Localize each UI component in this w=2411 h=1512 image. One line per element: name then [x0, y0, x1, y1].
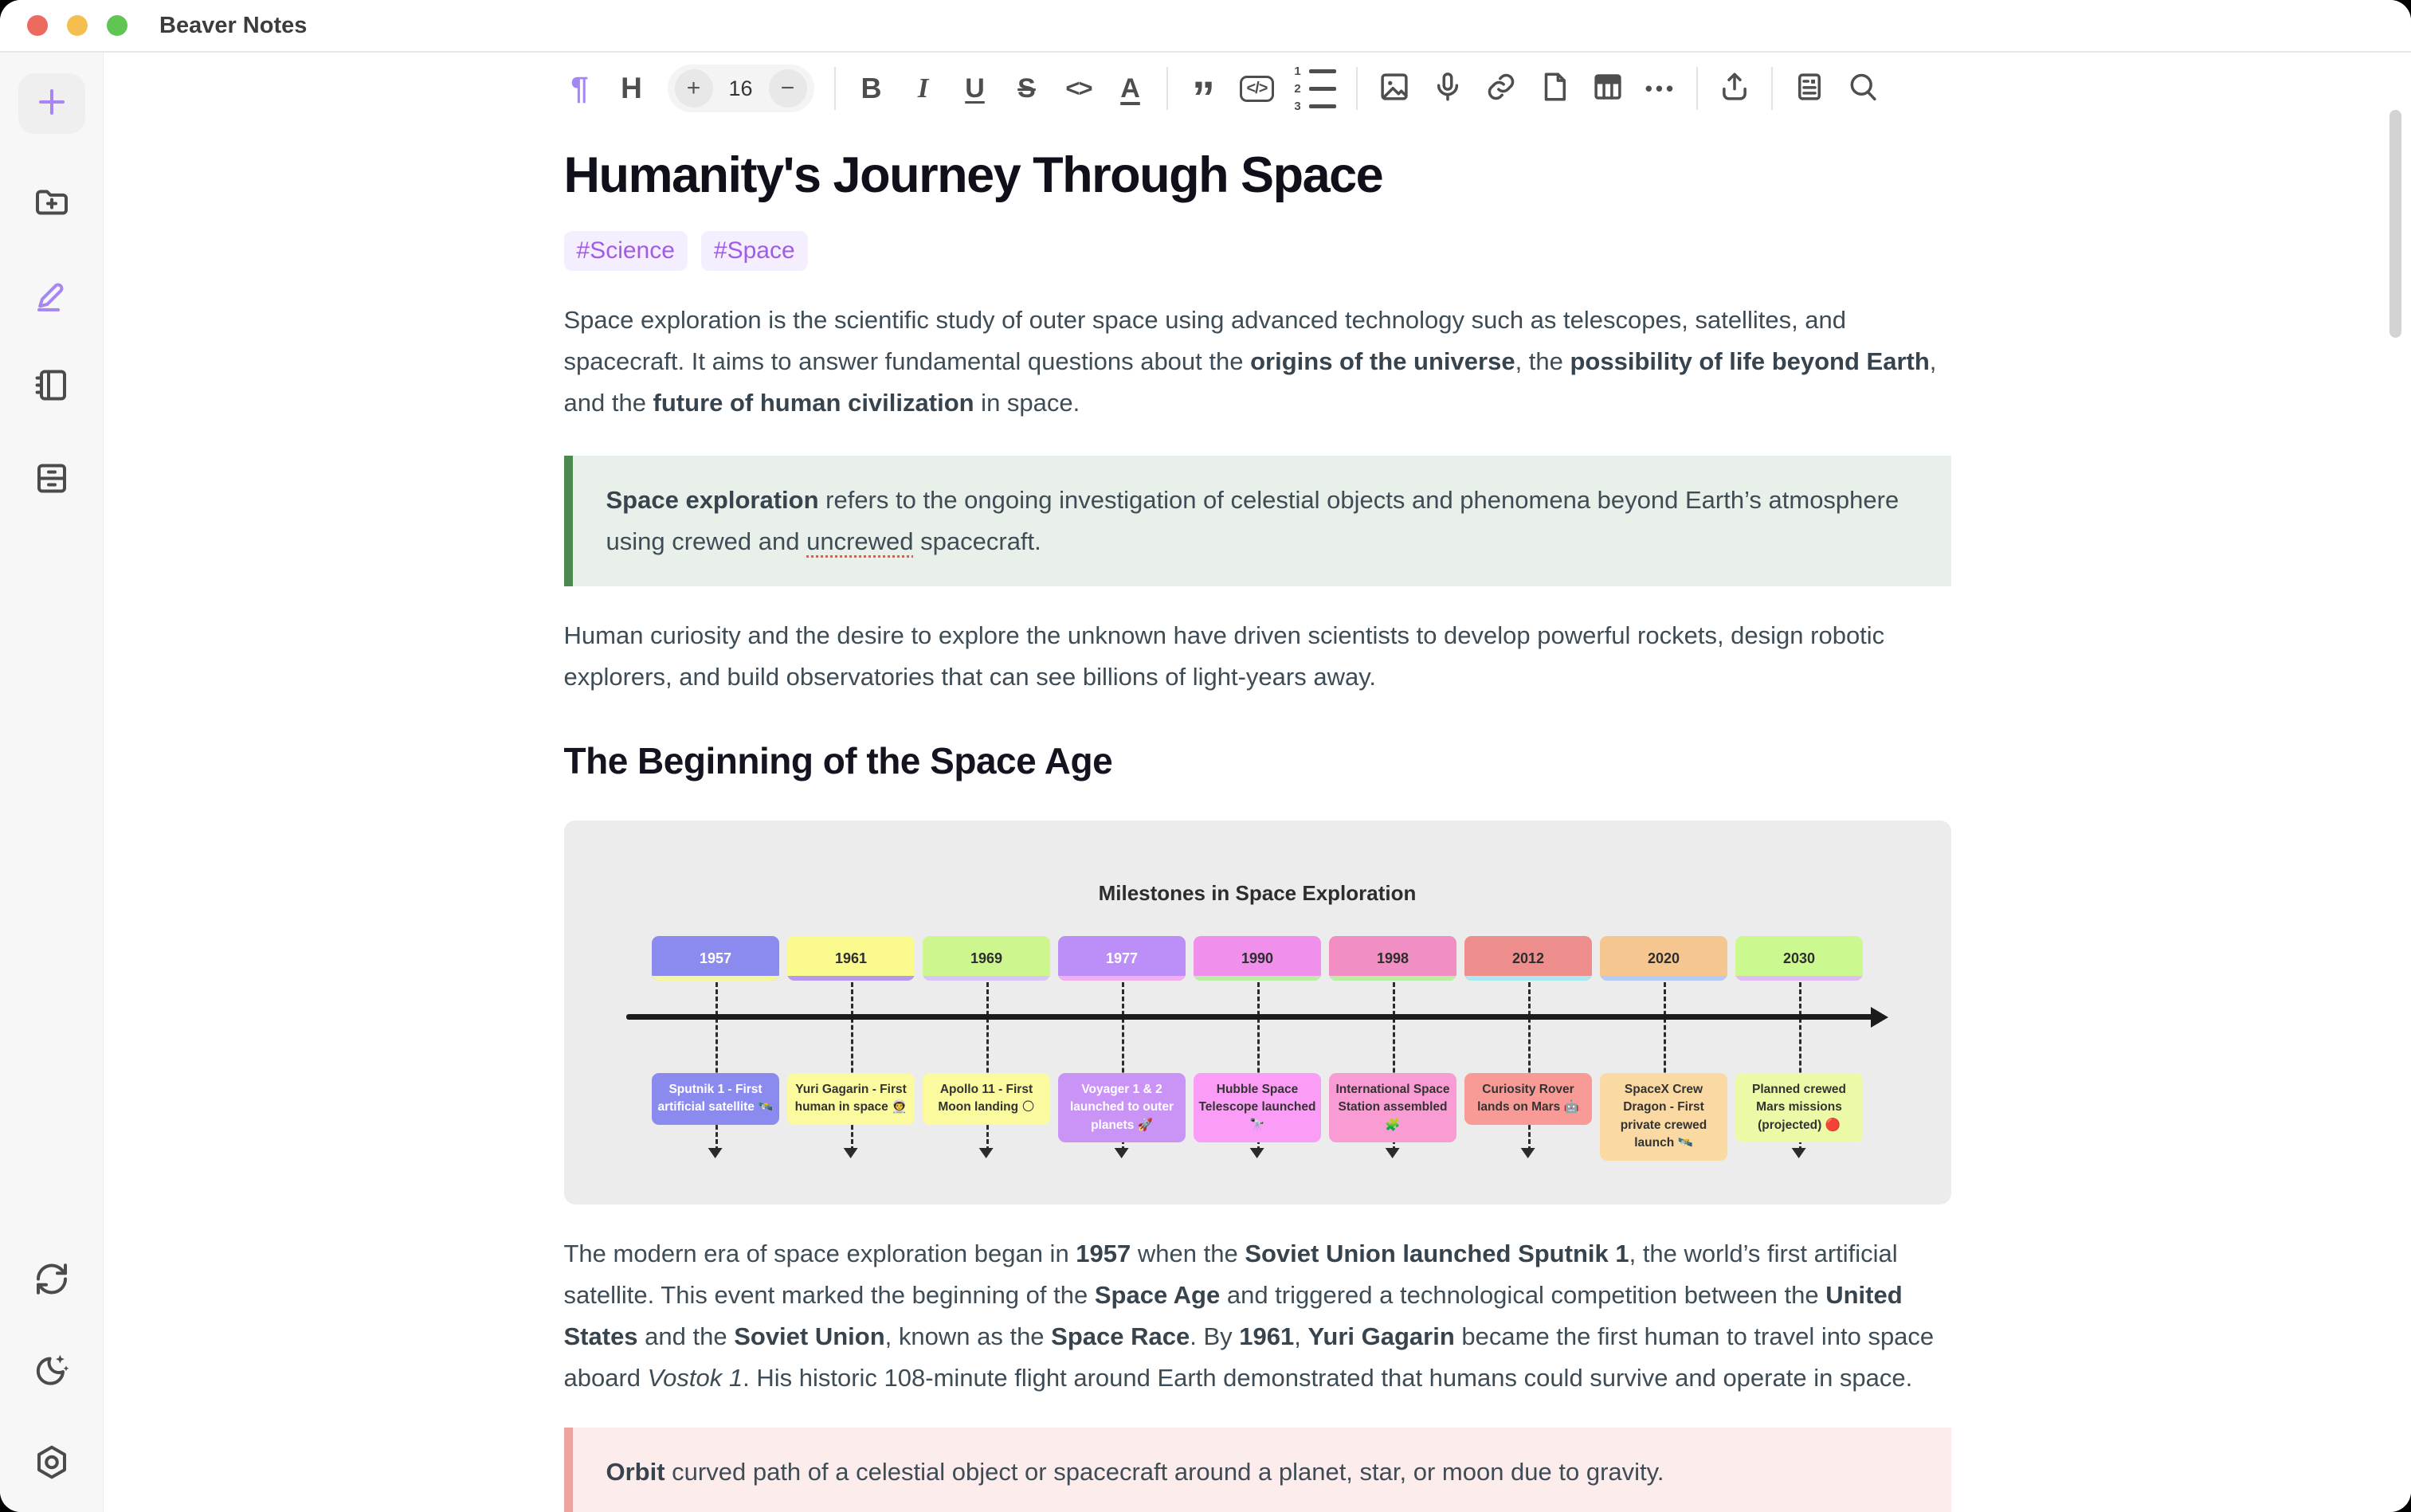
traffic-lights — [27, 15, 127, 36]
paragraph-modern-era — [564, 1233, 1951, 1399]
share-export-button[interactable] — [1718, 64, 1751, 113]
timeline-column-2012 — [1464, 912, 1592, 1196]
toolbar-separator — [1771, 67, 1773, 110]
sidebar-item-sync[interactable] — [33, 1260, 71, 1302]
callout-orbit — [564, 1428, 1951, 1512]
text-segment: Orbit — [606, 1458, 665, 1486]
timeline-year: 2030 — [1735, 936, 1863, 981]
timeline-row — [564, 912, 1951, 1196]
text-segment: , known as the — [884, 1322, 1052, 1350]
bold-button[interactable]: B — [861, 72, 882, 104]
text-segment: . By — [1190, 1322, 1240, 1350]
timeline-year-accent — [1735, 976, 1863, 981]
text-segment: uncrewed — [806, 527, 914, 555]
timeline-column-1990 — [1194, 912, 1321, 1196]
toolbar-separator — [1166, 67, 1168, 110]
paragraph-curiosity — [564, 615, 1951, 698]
text-segment: refers to the ongoing investigation of celestial objects and phenomena beyond Earth’s atmosphere using crewed and — [606, 486, 1899, 555]
text-segment: curved path of a celestial object or spacecraft around a planet, star, or moon due to gravity. — [664, 1458, 1664, 1486]
plus-icon — [33, 83, 71, 125]
timeline-year-accent — [1194, 976, 1321, 981]
more-options-button[interactable]: ••• — [1645, 76, 1677, 100]
timeline-year-accent — [787, 976, 915, 981]
paragraph-button[interactable]: ¶ — [570, 70, 589, 106]
record-audio-button[interactable] — [1431, 64, 1464, 113]
timeline-year-accent — [1600, 976, 1727, 981]
text-segment: Space Race — [1051, 1322, 1190, 1350]
timeline-event: Apollo 11 - First Moon landing 🌕 — [923, 1073, 1050, 1125]
note-title[interactable]: Humanity's Journey Through Space — [563, 147, 1383, 203]
moon-stars-icon — [33, 1351, 71, 1393]
text-segment: origins of the universe — [1250, 347, 1515, 375]
link-icon — [1484, 70, 1518, 108]
sidebar-item-dark-mode[interactable] — [33, 1351, 71, 1393]
toolbar-separator — [1696, 67, 1698, 110]
timeline-year: 1998 — [1329, 936, 1456, 981]
timeline-event: SpaceX Crew Dragon - First private crewed launch 🛰️ — [1600, 1073, 1727, 1161]
text-segment: Vostok 1 — [647, 1364, 743, 1392]
timeline-year: 1969 — [923, 936, 1050, 981]
timeline-event: Sputnik 1 - First artificial satellite 🛰️ — [652, 1073, 779, 1125]
sidebar-item-journal[interactable] — [33, 366, 71, 409]
paragraph-intro — [564, 300, 1951, 424]
note-editor[interactable] — [564, 147, 1951, 1512]
outline-icon — [1793, 70, 1826, 108]
text-segment: Space Age — [1094, 1281, 1221, 1309]
sidebar-item-editor[interactable] — [33, 275, 71, 317]
editor-main — [104, 53, 2411, 1512]
text-segment: when the — [1131, 1240, 1245, 1267]
sidebar-item-settings[interactable] — [33, 1443, 71, 1486]
text-segment: , the world’s first artificial satellite. This event marked the beginning of the — [563, 1240, 1898, 1309]
sidebar — [0, 53, 104, 1512]
font-size-increase-button[interactable]: + — [675, 69, 713, 108]
strikethrough-button[interactable]: S — [1017, 72, 1036, 104]
font-size-value: 16 — [728, 76, 753, 100]
timeline-year: 1977 — [1058, 936, 1186, 981]
timeline-column-2020 — [1600, 912, 1727, 1196]
text-segment: Soviet Union launched Sputnik 1 — [1245, 1240, 1629, 1267]
tag-science[interactable]: #Science — [564, 231, 688, 271]
text-segment: future of human civilization — [653, 389, 974, 417]
text-segment: Space exploration is the scientific study of outer space using advanced technology such as telescopes, satellites, and spacecraft. It aims to answer fundamental questions about the — [563, 306, 1847, 375]
text-segment: , and the — [563, 347, 1937, 417]
timeline-column-1998 — [1329, 912, 1456, 1196]
close-button[interactable] — [27, 15, 48, 36]
settings-icon — [33, 1443, 71, 1486]
heading-button[interactable]: H — [621, 72, 642, 104]
zoom-button[interactable] — [107, 15, 127, 36]
sidebar-item-archive[interactable] — [33, 460, 71, 502]
timeline-connector — [851, 982, 853, 1151]
text-segment: in space. — [974, 389, 1080, 417]
timeline-connector — [715, 982, 718, 1151]
search-icon — [1846, 70, 1880, 108]
timeline-diagram[interactable] — [564, 821, 1951, 1205]
font-size-control — [668, 65, 814, 112]
insert-link-button[interactable] — [1484, 64, 1518, 113]
text-segment: became the first human to travel into space aboard — [563, 1322, 1935, 1392]
upload-icon — [1718, 70, 1751, 108]
timeline-year-accent — [923, 976, 1050, 981]
text-segment: Human curiosity and the desire to explore the unknown have driven scientists to develop powerful rockets, design robotic explorers, and build observatories that can see billions of light-years away. — [563, 621, 1885, 691]
archive-icon — [33, 460, 71, 502]
scrollbar-thumb[interactable] — [2389, 110, 2401, 338]
timeline-title: Milestones in Space Exploration — [1098, 881, 1417, 905]
text-segment: United States — [563, 1281, 1903, 1350]
timeline-column-2030 — [1735, 912, 1863, 1196]
timeline-event: Hubble Space Telescope launched 🔭 — [1194, 1073, 1321, 1142]
timeline-column-1961 — [787, 912, 915, 1196]
new-note-button[interactable] — [18, 73, 85, 134]
toolbar-separator — [834, 67, 836, 110]
minimize-button[interactable] — [67, 15, 88, 36]
text-segment: 1961 — [1239, 1322, 1295, 1350]
inline-code-button[interactable]: <> — [1065, 74, 1092, 102]
app-body — [0, 53, 2411, 1512]
file-icon — [1538, 70, 1571, 108]
code-block-button[interactable] — [1240, 64, 1275, 113]
document-outline-button[interactable] — [1793, 64, 1826, 113]
folder-plus-icon — [33, 183, 71, 225]
text-segment: and triggered a technological competition between the — [1220, 1281, 1826, 1309]
timeline-axis — [626, 1014, 1884, 1020]
insert-image-button[interactable] — [1378, 64, 1411, 113]
timeline-year: 1961 — [787, 936, 915, 981]
text-segment: Soviet Union — [734, 1322, 885, 1350]
timeline-year-accent — [1464, 976, 1592, 981]
timeline-connector — [986, 982, 989, 1151]
timeline-event: Voyager 1 & 2 launched to outer planets 🚀 — [1058, 1073, 1186, 1142]
timeline — [564, 912, 1951, 1196]
tag-space[interactable]: #Space — [701, 231, 808, 271]
insert-table-button[interactable] — [1591, 64, 1625, 113]
text-color-button[interactable]: A — [1120, 72, 1140, 104]
microphone-icon — [1431, 70, 1464, 108]
insert-file-button[interactable] — [1538, 64, 1571, 113]
timeline-column-1977 — [1058, 912, 1186, 1196]
timeline-year-accent — [1058, 976, 1186, 981]
timeline-year: 1957 — [652, 936, 779, 981]
search-button[interactable] — [1846, 64, 1880, 113]
pencil-icon — [33, 275, 71, 317]
notebook-icon — [33, 366, 71, 409]
section-heading: The Beginning of the Space Age — [563, 740, 1113, 781]
ordered-list-button[interactable] — [1294, 64, 1336, 113]
timeline-event: Planned crewed Mars missions (projected) 🔴 — [1735, 1073, 1863, 1142]
text-segment: spacecraft. — [913, 527, 1041, 555]
timeline-event: Curiosity Rover lands on Mars 🤖 — [1464, 1073, 1592, 1125]
text-segment: 1957 — [1076, 1240, 1131, 1267]
timeline-year: 1990 — [1194, 936, 1321, 981]
editor-toolbar — [564, 53, 1951, 124]
timeline-event: International Space Station assembled 🧩 — [1329, 1073, 1456, 1142]
text-segment: . His historic 108-minute flight around Earth demonstrated that humans could survive and operate in space. — [743, 1364, 1913, 1392]
tag-list — [564, 231, 1951, 271]
timeline-event: Yuri Gagarin - First human in space 👨‍🚀 — [787, 1073, 915, 1125]
font-size-decrease-button[interactable]: − — [769, 69, 807, 108]
underline-button[interactable]: U — [965, 72, 985, 104]
timeline-connector — [1528, 982, 1531, 1151]
timeline-column-1957 — [652, 912, 779, 1196]
ordered-list-icon: 1 2 3 — [1294, 65, 1336, 113]
titlebar — [0, 0, 2411, 53]
italic-button[interactable]: I — [917, 72, 929, 104]
callout-definition — [564, 456, 1951, 586]
text-segment: Space exploration — [606, 486, 819, 514]
timeline-year: 2020 — [1600, 936, 1727, 981]
timeline-year-accent — [1329, 976, 1456, 981]
text-segment: , — [1294, 1322, 1308, 1350]
timeline-column-1969 — [923, 912, 1050, 1196]
sidebar-item-new-folder[interactable] — [33, 183, 71, 225]
text-segment: , the — [1515, 347, 1570, 375]
text-segment: Yuri Gagarin — [1307, 1322, 1455, 1350]
image-icon — [1378, 70, 1411, 108]
blockquote-button[interactable]: ” — [1192, 72, 1215, 124]
table-icon — [1591, 70, 1625, 108]
text-segment: and the — [637, 1322, 735, 1350]
code-block-icon: </> — [1240, 76, 1275, 102]
timeline-year: 2012 — [1464, 936, 1592, 981]
window-title: Beaver Notes — [159, 12, 308, 38]
sync-icon — [33, 1260, 71, 1302]
text-segment: The modern era of space exploration began in — [563, 1240, 1076, 1267]
text-segment: possibility of life beyond Earth — [1570, 347, 1930, 375]
toolbar-separator — [1356, 67, 1358, 110]
timeline-year-accent — [652, 976, 779, 981]
